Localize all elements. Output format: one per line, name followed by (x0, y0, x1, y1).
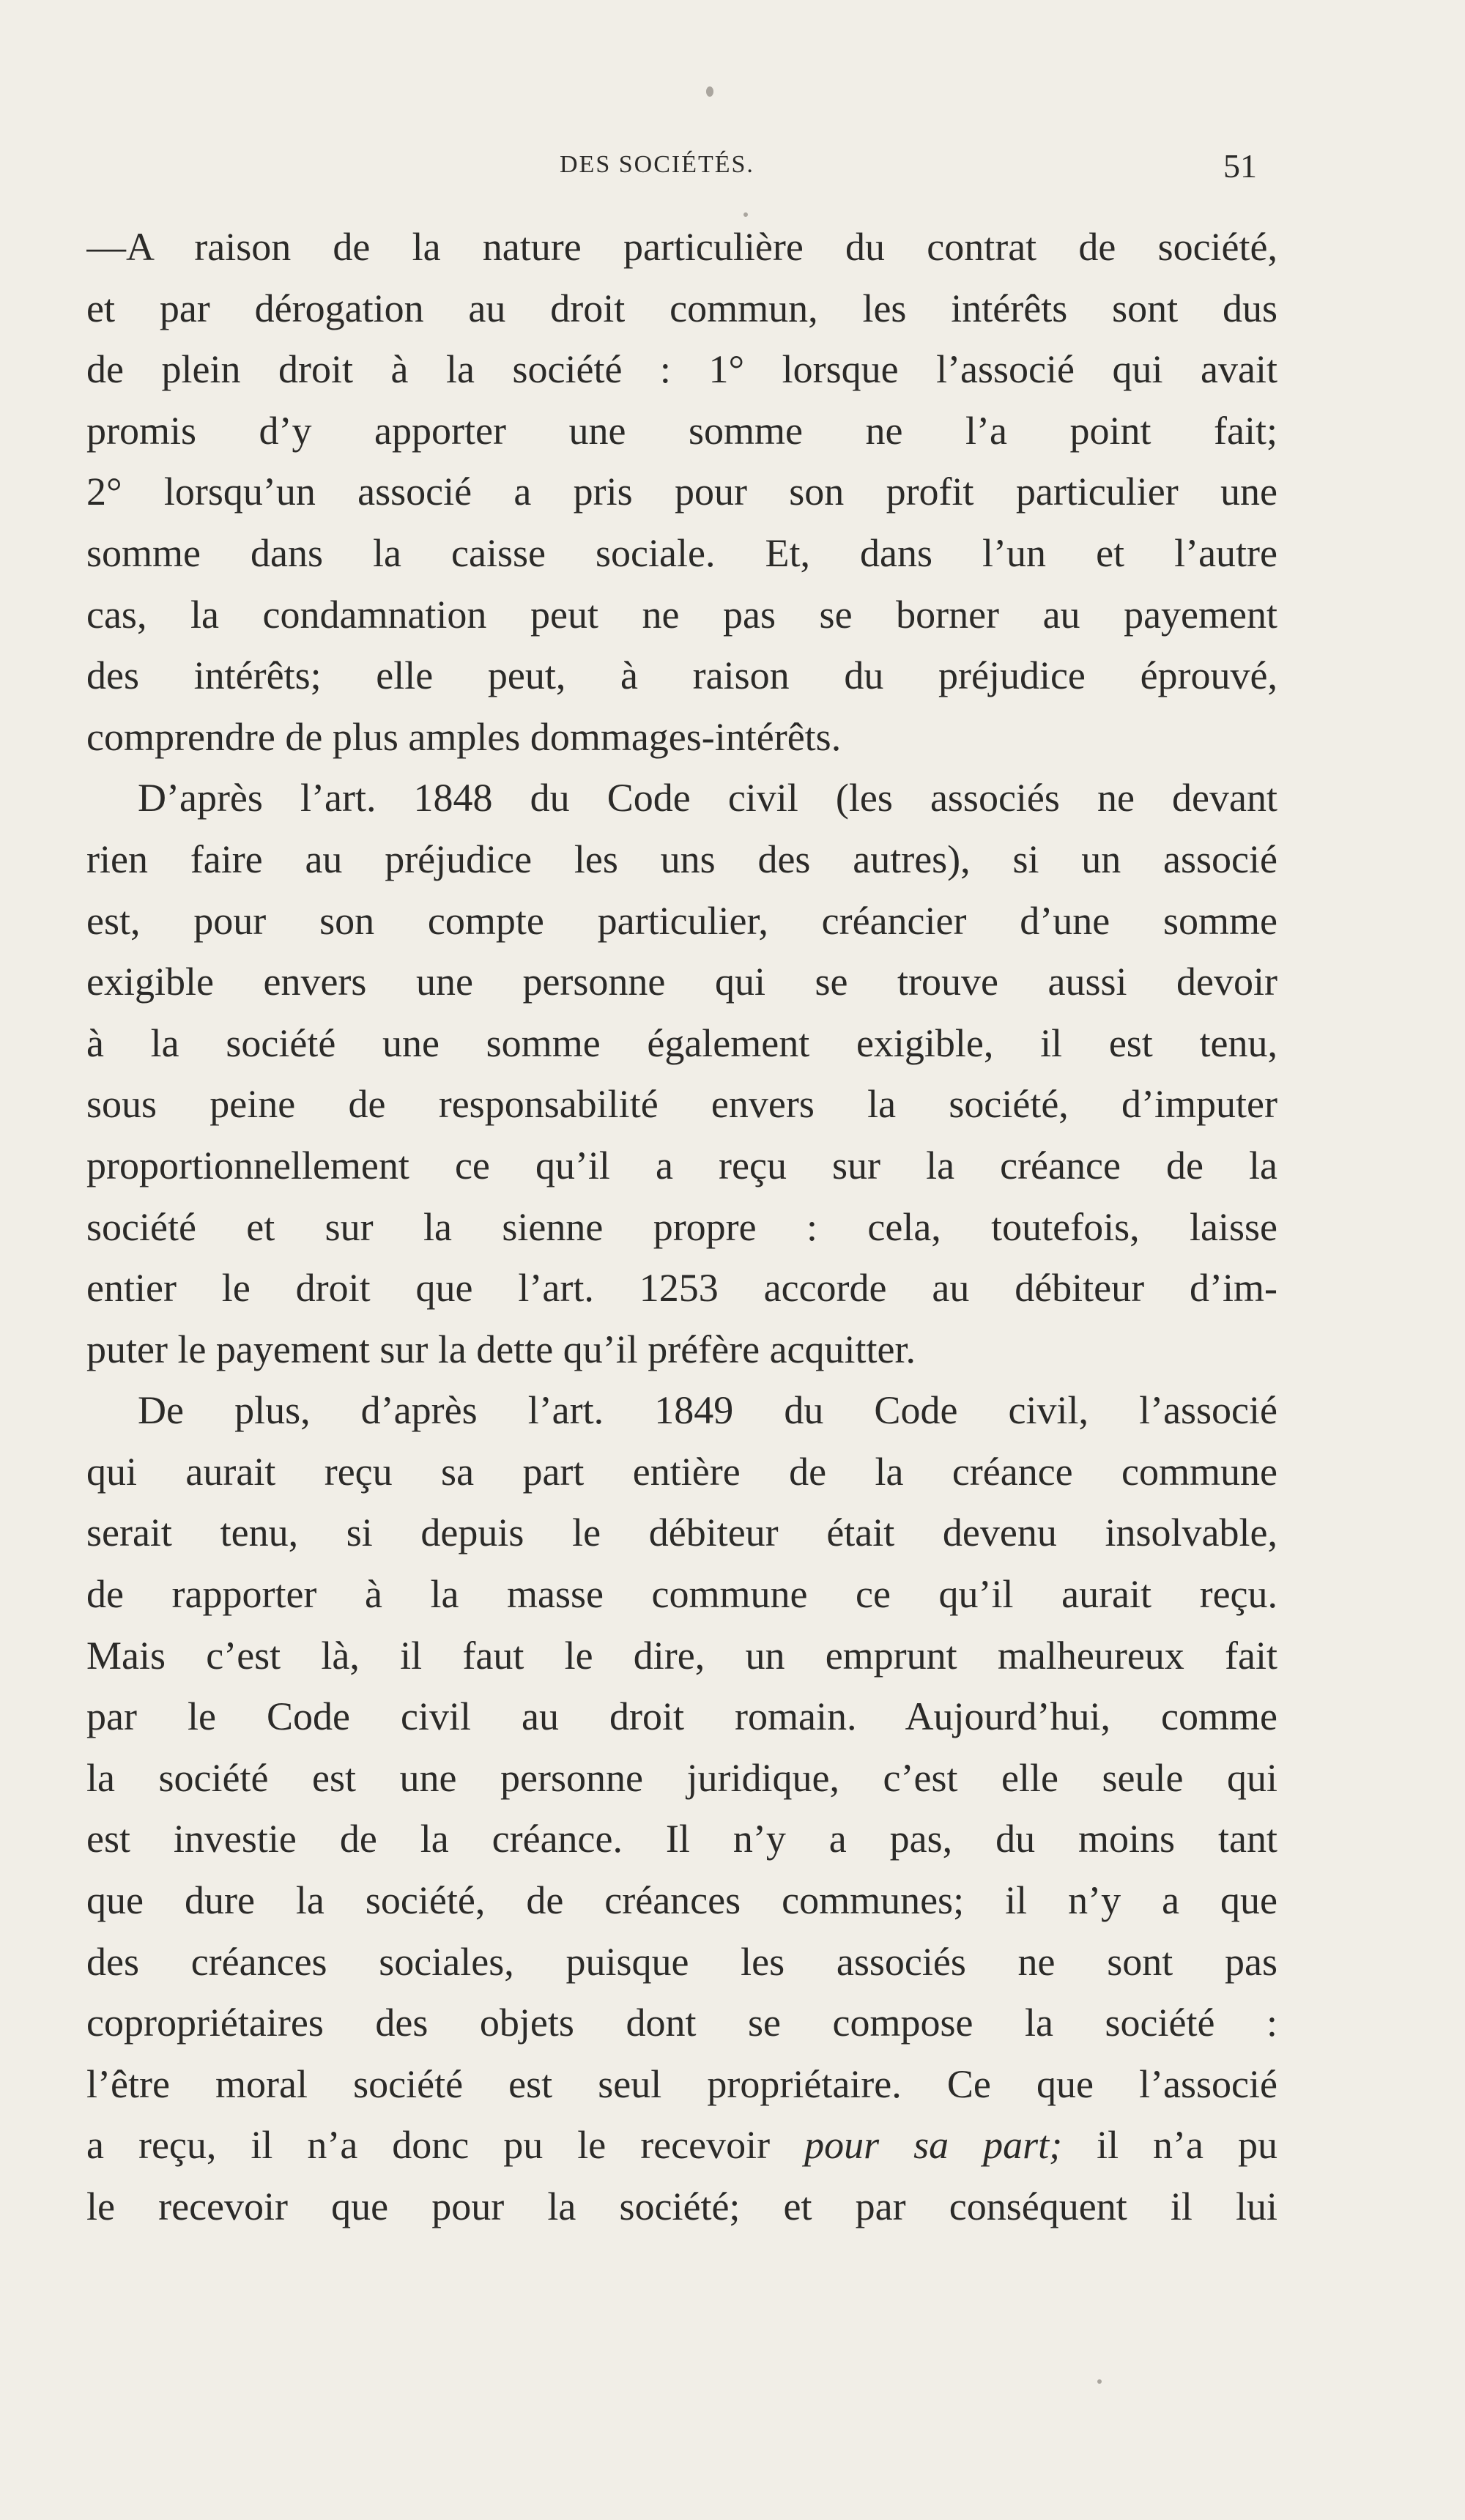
ink-speck (706, 86, 713, 97)
running-title: DES SOCIÉTÉS. (560, 151, 754, 178)
text-line: par le Code civil au droit romain. Aujourd’hui, comme (86, 1694, 1277, 1739)
text-line: comprendre de plus amples dommages-intérêts. (86, 714, 842, 759)
text-line: D’après l’art. 1848 du Code civil (les associés ne devant (138, 776, 1277, 820)
ink-speck (1097, 2379, 1102, 2384)
text-line: rien faire au préjudice les uns des autres), si un associé (86, 837, 1277, 881)
text-line: l’être moral société est seul propriétaire. Ce que l’associé (86, 2061, 1277, 2106)
page-number: 51 (1223, 147, 1257, 185)
text-line: proportionnellement ce qu’il a reçu sur la créance de la (86, 1143, 1277, 1187)
text-line: qui aurait reçu sa part entière de la créance commune (86, 1449, 1277, 1494)
text-line: copropriétaires des objets dont se compose la société : (86, 2001, 1277, 2045)
text-line: des créances sociales, puisque les associés ne sont pas (86, 1939, 1277, 1984)
text-line: exigible envers une personne qui se trouve aussi devoir (86, 960, 1277, 1004)
text-line: promis d’y apporter une somme ne l’a point fait; (86, 408, 1277, 453)
text-line: et par dérogation au droit commun, les intérêts sont dus (86, 286, 1277, 330)
text-line: 2° lorsqu’un associé a pris pour son profit particulier une (86, 470, 1277, 514)
body-text (86, 217, 1277, 2238)
running-head (0, 147, 1465, 195)
text-line: à la société une somme également exigible, il est tenu, (86, 1020, 1277, 1065)
text-line: somme dans la caisse sociale. Et, dans l’un et l’autre (86, 530, 1277, 575)
text-line: de rapporter à la masse commune ce qu’il aurait reçu. (86, 1572, 1277, 1617)
text-line: puter le payement sur la dette qu’il préfère acquitter. (86, 1327, 916, 1371)
text-line: société et sur la sienne propre : cela, toutefois, laisse (86, 1204, 1277, 1249)
ink-speck (743, 212, 748, 217)
text-line: que dure la société, de créances communes; il n’y a que (86, 1878, 1277, 1923)
text-line: des intérêts; elle peut, à raison du préjudice éprouvé, (86, 653, 1277, 698)
text-line: serait tenu, si depuis le débiteur était devenu insolvable, (86, 1511, 1277, 1555)
italic-phrase: pour sa part; (804, 2123, 1063, 2168)
text-line: cas, la condamnation peut ne pas se borner au payement (86, 592, 1277, 637)
text-line: —A raison de la nature particulière du contrat de société, (86, 225, 1277, 269)
text-line: est, pour son compte particulier, créancier d’une somme (86, 898, 1277, 943)
text-line: la société est une personne juridique, c’est elle seule qui (86, 1755, 1277, 1800)
text-line: a reçu, il n’a donc pu le recevoir pour sa part; il n’a pu (86, 2123, 1277, 2168)
text-line: de plein droit à la société : 1° lorsque l’associé qui avait (86, 347, 1277, 392)
text-line: Mais c’est là, il faut le dire, un emprunt malheureux fait (86, 1633, 1277, 1678)
text-line: est investie de la créance. Il n’y a pas, du moins tant (86, 1817, 1277, 1861)
text-line: le recevoir que pour la société; et par conséquent il lui (86, 2184, 1277, 2228)
text-line: entier le droit que l’art. 1253 accorde au débiteur d’im- (86, 1266, 1277, 1311)
text-line: De plus, d’après l’art. 1849 du Code civil, l’associé (138, 1388, 1277, 1433)
text-line: sous peine de responsabilité envers la société, d’imputer (86, 1082, 1277, 1127)
